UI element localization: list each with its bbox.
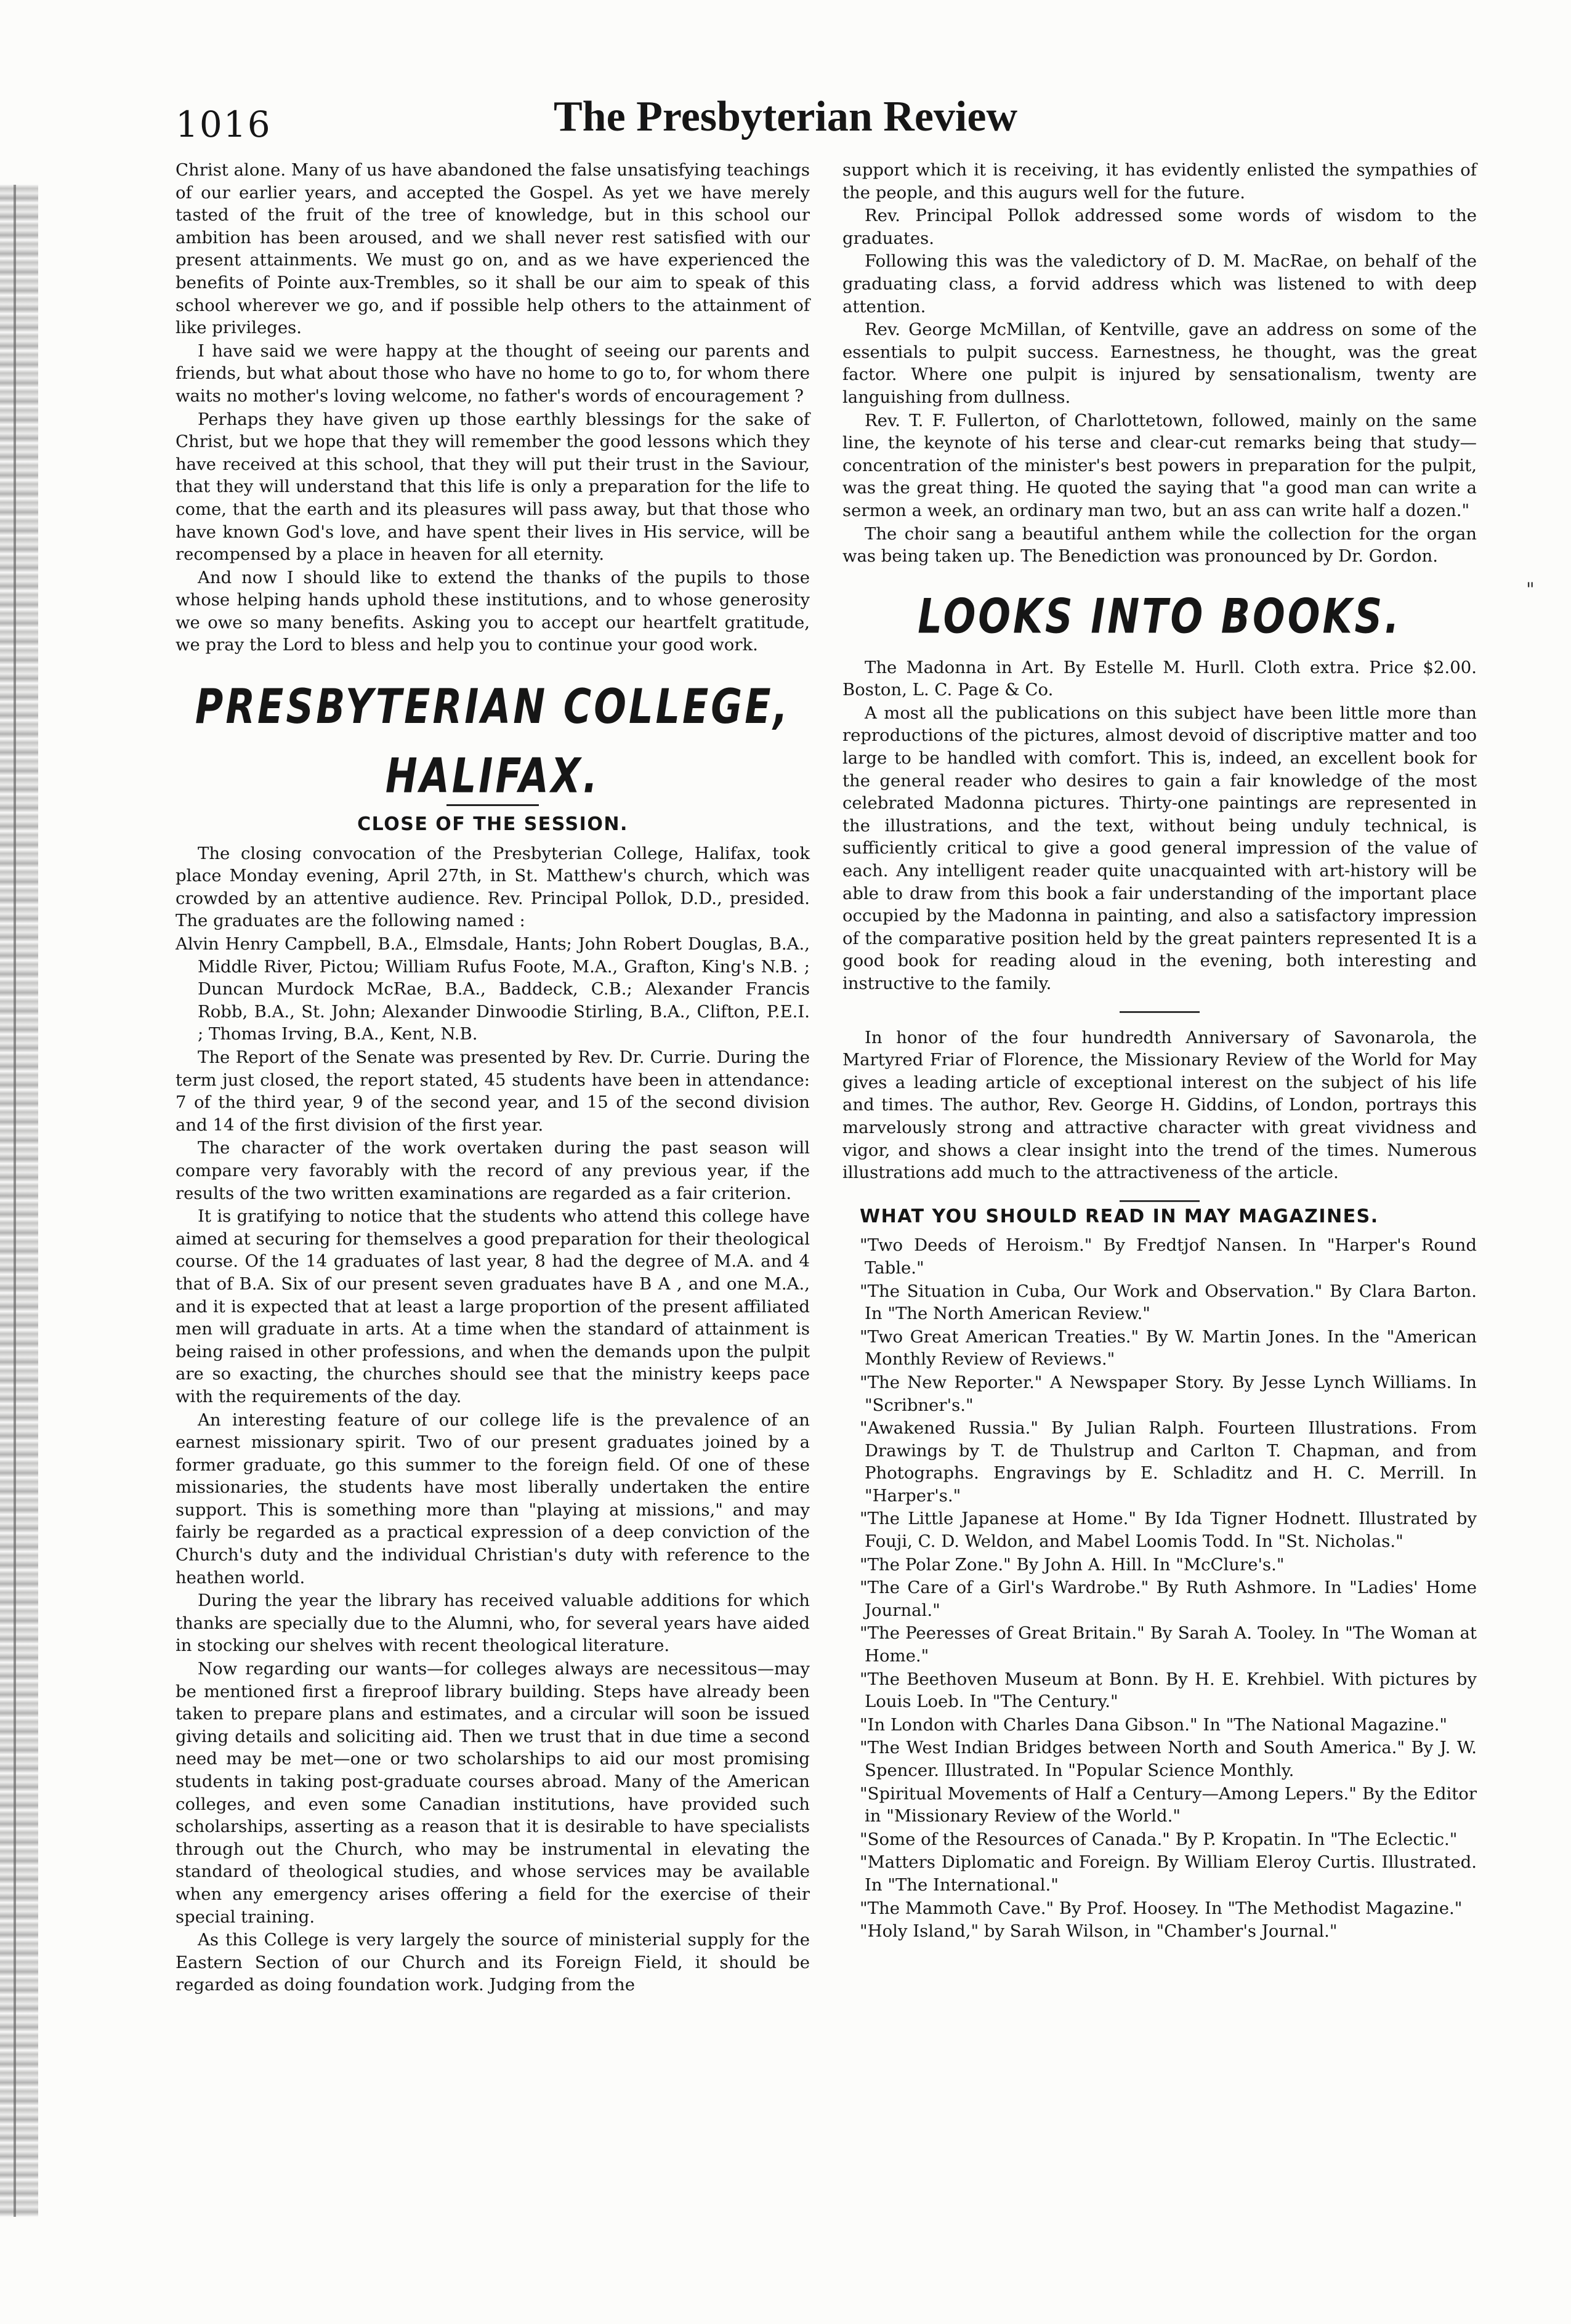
magazine-item: "The West Indian Bridges between North and South America." By J. W. Spencer. Illustrated. In "Popular Science Monthly. — [860, 1738, 1477, 1780]
magazine-item: "The Situation in Cuba, Our Work and Observation." By Clara Barton. In "The North American Review." — [860, 1281, 1477, 1324]
paragraph: Perhaps they have given up those earthly blessings for the sake of Christ, but we hope that they will remember the good lessons which they have received at this school, that they will put their trust in the Saviour, that they will understand that this life is only a preparation for the life to come, that the earth and its pleasures will pass away, but that those who have known God's love, and have spent their lives in His service, will be recompensed by a place in heaven for all eternity. — [176, 409, 810, 565]
magazine-item: "Some of the Resources of Canada." By P. Kropatin. In "The Eclectic." — [860, 1829, 1458, 1849]
paragraph: Rev. T. F. Fullerton, of Charlottetown, followed, mainly on the same line, the keynote of his terse and clear-cut remarks being that study—concentration of the minister's best powers in preparation for the pulpit, was the great thing. He quoted the saying that "a good man can write a sermon a week, an ordinary man two, but an ass can write half a dozen." — [842, 410, 1477, 520]
paragraph: I have said we were happy at the thought of seeing our parents and friends, but what about those who have no home to go to, for whom there waits no mother's loving welcome, no father's words of encouragement ? — [176, 341, 810, 406]
divider — [1120, 1200, 1200, 1202]
binding-edge — [0, 185, 38, 2217]
paragraph: It is gratifying to notice that the students who attend this college have aimed at securing for themselves a good preparation for their theological course. Of the 14 graduates of last year, 8 had the degree of M.A. and 4 that of B.A. Six of our present seven graduates have B A , and one M.A., and it is expected that at least a large proportion of the present affiliated men will graduate in arts. At a time when the standard of attainment is being raised in other professions, and when the demands upon the pulpit are so exacting, the churches should see that the ministry keeps pace with the requirements of the day. — [176, 1206, 810, 1406]
books-title: LOOKS INTO BOOKS. — [918, 587, 1402, 644]
paragraph: During the year the library has received valuable additions for which thanks are specially due to the Alumni, who, for several years have aided in stocking our shelves with recent theological literature. — [176, 1591, 810, 1656]
magazine-item: "The Mammoth Cave." By Prof. Hoosey. In "The Methodist Magazine." — [860, 1898, 1463, 1918]
savonarola-paragraph: In honor of the four hundredth Anniversary of Savonarola, the Martyred Friar of Florence, the Missionary Review of the World for May gives a leading article of exceptional interest on the subject of his life and times. The author, Rev. George H. Giddins, of London, portrays this marvelously strong and attractive character with great vividness and vigor, and shows a clear insight into the trend of the times. Numerous illustrations add much to the attractiveness of the article. — [842, 1027, 1477, 1183]
paragraph: The choir sang a beautiful anthem while the collection for the organ was being taken up. The Benediction was pronounced by Dr. Gordon. — [842, 523, 1477, 567]
paragraph: And now I should like to extend the thanks of the pupils to those whose helping hands uphold these institutions, and to whose generosity we owe so many benefits. Asking you to accept our heartfelt gratitude, we pray the Lord to bless and help you to continue your good work. — [176, 567, 810, 655]
right-column — [842, 159, 1477, 1943]
magazine-item: "Awakened Russia." By Julian Ralph. Fourteen Illustrations. From Drawings by T. de Thulstrup and Carlton T. Chapman, and from Photographs. Engravings by E. Schladitz and H. C. Merrill. In "Harper's." — [860, 1418, 1477, 1506]
subheading: CLOSE OF THE SESSION. — [357, 813, 628, 836]
paragraph: Rev. Principal Pollok addressed some words of wisdom to the graduates. — [842, 206, 1477, 248]
magazine-item: "Two Deeds of Heroism." By Fredtjof Nansen. In "Harper's Round Table." — [860, 1235, 1477, 1278]
magazine-item: "The Little Japanese at Home." By Ida Tigner Hodnett. Illustrated by Fouji, C. D. Weldon, and Mabel Loomis Todd. In "St. Nicholas." — [860, 1509, 1477, 1552]
paragraph: Following this was the valedictory of D. M. MacRae, on behalf of the graduating class, a forvid address which was listened to with deep attention. — [842, 251, 1477, 317]
magazine-item: "The Polar Zone." By John A. Hill. In "McClure's." — [860, 1554, 1285, 1575]
magazine-item: "Spiritual Movements of Half a Century—Among Lepers." By the Editor in "Missionary Review of the World." — [860, 1783, 1477, 1826]
binding-line — [14, 185, 16, 2217]
paragraph: The closing convocation of the Presbyterian College, Halifax, took place Monday evening, April 27th, in St. Matthew's church, which was crowded by an attentive audience. Rev. Principal Pollok, D.D., presided. The graduates are the following named : — [176, 843, 810, 931]
magazine-item: "The New Reporter." A Newspaper Story. By Jesse Lynch Williams. In "Scribner's." — [860, 1372, 1477, 1415]
paragraph: Now regarding our wants—for colleges always are necessitous—may be mentioned first a fireproof library building. Steps have already been taken to prepare plans and estimates, and a circular will soon be issued giving details and soliciting aid. Then we trust that in due time a second need may be met—one or two scholarships to aid our most promising students in taking post-graduate courses abroad. Many of the American colleges, and even some Canadian institutions, have provided such scholarships, asserting as a reason that it is desirable to have specialists through out the Church, who may be instrumental in elevating the standard of theological studies, and whose services may be available when any emergency arises offering a field for the exercise of their special training. — [176, 1659, 810, 1927]
magazine-item: "The Beethoven Museum at Bonn. By H. E. Krehbiel. With pictures by Louis Loeb. In "The Century." — [860, 1669, 1477, 1712]
paragraph: As this College is very largely the source of ministerial supply for the Eastern Section of our Church and its Foreign Field, it should be regarded as doing foundation work. Judging from the — [176, 1930, 810, 1995]
paragraph: support which it is receiving, it has evidently enlisted the sympathies of the people, and this augurs well for the future. — [842, 160, 1477, 203]
page-number: 1016 — [176, 103, 272, 145]
margin-mark: " — [1526, 579, 1535, 600]
running-title: The Presbyterian Review — [553, 93, 1017, 140]
magazine-list — [842, 1234, 1477, 1942]
magazine-item: "The Care of a Girl's Wardrobe." By Ruth Ashmore. In "Ladies' Home Journal." — [860, 1578, 1477, 1620]
paragraph: An interesting feature of our college life is the prevalence of an earnest missionary spirit. Two of our present graduates joined by a former graduate, go this summer to the foreign field. Of one of these missionaries, the students have most liberally undertaken the entire support. This is something more than "playing at missions," and may fairly be regarded as a practical expression of a deep conviction of the Church's duty and the individual Christian's duty with reference to the heathen world. — [176, 1410, 810, 1588]
magazine-item: "Holy Island," by Sarah Wilson, in "Chamber's Journal." — [860, 1921, 1338, 1942]
paragraph: Rev. George McMillan, of Kentville, gave an address on some of the essentials to pulpit success. Earnestness, he thought, was the great factor. Where one pulpit is injured by sensationalism, twenty are languishing from dullness. — [842, 320, 1477, 407]
divider — [1120, 1011, 1200, 1013]
magazine-item: "The Peeresses of Great Britain." By Sarah A. Tooley. In "The Woman at Home." — [860, 1623, 1477, 1666]
book-citation: The Madonna in Art. By Estelle M. Hurll. Cloth extra. Price $2.00. Boston, L. C. Page & Co. — [842, 657, 1477, 700]
paragraph: The character of the work overtaken during the past season will compare very favorably with the record of any previous year, if the results of the two written examinations are regarded as a fair criterion. — [176, 1138, 810, 1203]
magazines-heading: WHAT YOU SHOULD READ IN MAY MAGAZINES. — [860, 1205, 1379, 1227]
paragraph: Christ alone. Many of us have abandoned the false unsatisfying teachings of our earlier years, and accepted the Gospel. As yet we have merely tasted of the fruit of the tree of knowledge, but in this school our ambition has been aroused, and we shall never rest satisfied with our present attainments. We must go on, and as we have experienced the benefits of Pointe aux-Trembles, so it shall be our aim to speak of this school wherever we go, and if possible help others to the attainment of like privileges. — [176, 160, 810, 338]
book-review: A most all the publications on this subject have been little more than reproductions of the pictures, almost devoid of discriptive matter and too large to be handled with comfort. This is, indeed, an excellent book for the general reader who desires to gain a fair knowledge of the most celebrated Madonna pictures. Thirty-one paintings are represented in the illustrations, and the text, without being unduly technical, is sufficiently critical to give a good general impression of the value of each. Any intelligent reader quite unacquainted with art-history will be able to draw from this book a fair understanding of the important place occupied by the Madonna in painting, and also a satisfactory impression of the comparative position held by the great painters represented It is a good book for reading aloud in the evening, both interesting and instructive to the family. — [842, 703, 1477, 993]
graduates-list: Alvin Henry Campbell, B.A., Elmsdale, Hants; John Robert Douglas, B.A., Middle River, Pictou; William Rufus Foote, M.A., Grafton, King's N.B. ; Duncan Murdock McRae, B.A., Baddeck, C.B.; Alexander Francis Robb, B.A., St. John; Alexander Dinwoodie Stirling, B.A., Clifton, P.E.I. ; Thomas Irving, B.A., Kent, N.B. — [176, 934, 810, 1044]
section-title: PRESBYTERIAN COLLEGE, HALIFAX. — [195, 678, 791, 804]
magazine-item: "In London with Charles Dana Gibson." In "The National Magazine." — [860, 1714, 1448, 1735]
magazine-item: "Two Great American Treaties." By W. Martin Jones. In the "American Monthly Review of Reviews." — [860, 1326, 1477, 1370]
left-column — [176, 159, 810, 1996]
paragraph: The Report of the Senate was presented by Rev. Dr. Currie. During the term just closed, the report stated, 45 students have been in attendance: 7 of the third year, 9 of the second year, and 15 of the second division and 14 of the first division of the first year. — [176, 1047, 810, 1135]
magazine-item: "Matters Diplomatic and Foreign. By William Eleroy Curtis. Illustrated. In "The International." — [860, 1852, 1477, 1895]
